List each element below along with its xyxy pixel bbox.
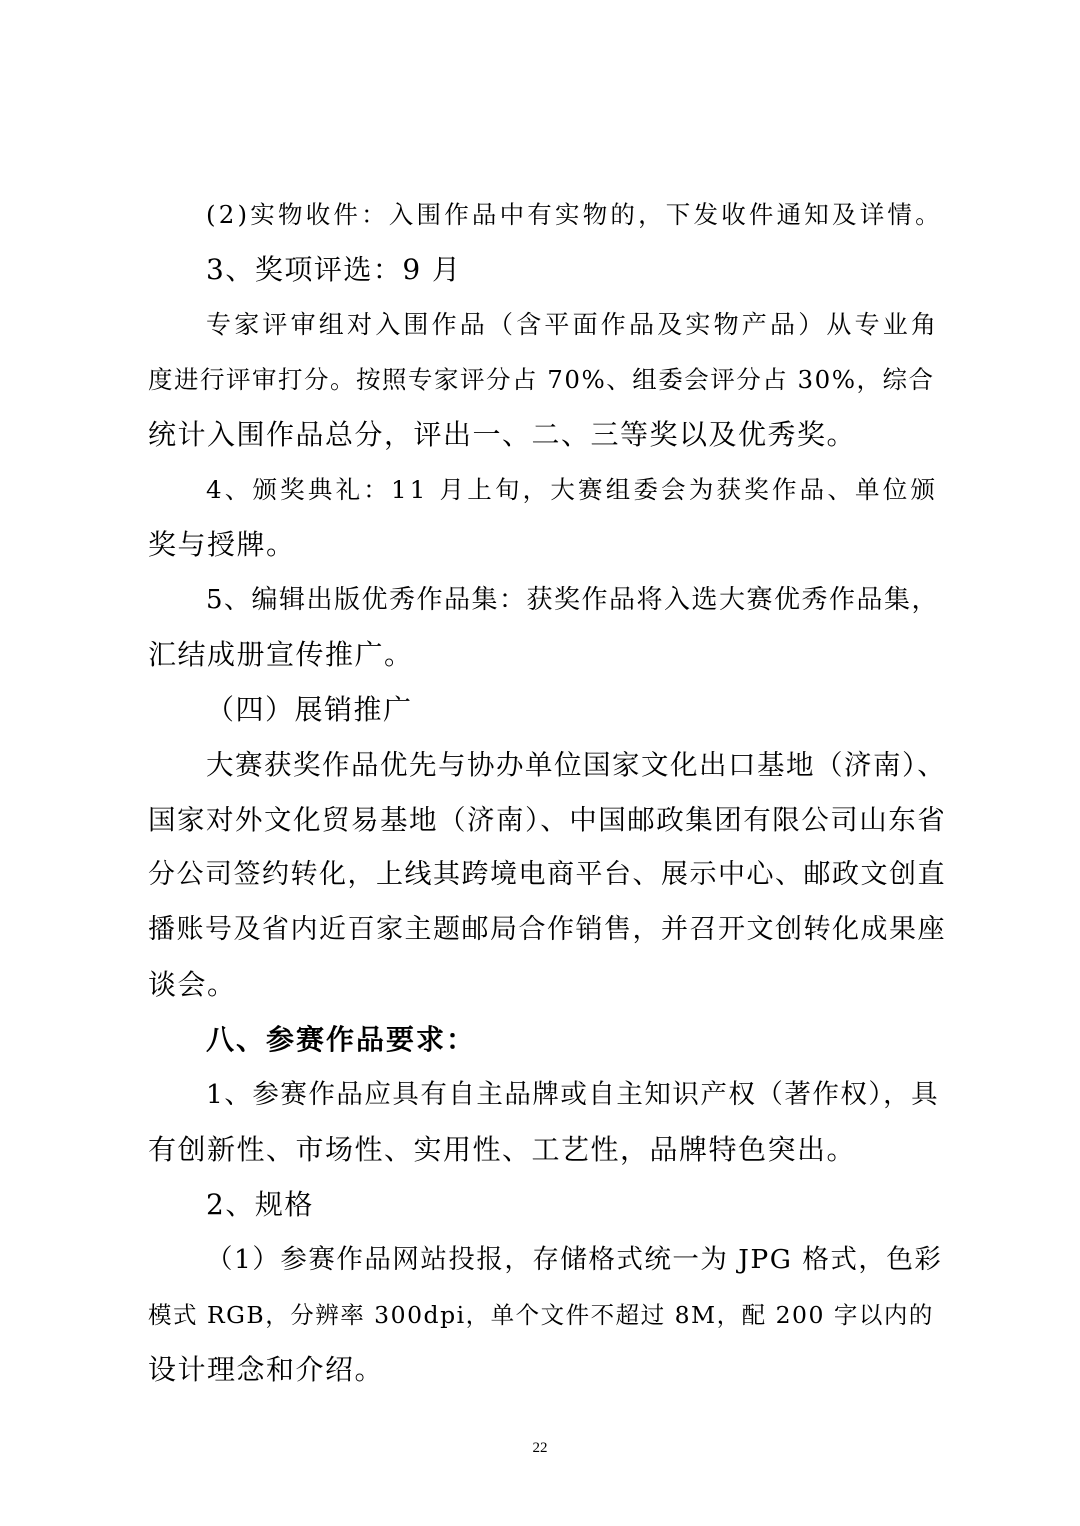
paragraph-line: 度进行评审打分。按照专家评分占 70%、组委会评分占 30%，综合 xyxy=(148,365,935,394)
section-heading: 3、奖项评选：9 月 xyxy=(206,253,462,286)
paragraph-line: 谈会。 xyxy=(148,968,237,1001)
section-heading: 5、编辑出版优秀作品集：获奖作品将入选大赛优秀作品集， xyxy=(206,585,940,615)
paragraph-line: 专家评审组对入围作品（含平面作品及实物产品）从专业角 xyxy=(206,310,940,339)
paragraph-line: (2)实物收件：入围作品中有实物的，下发收件通知及详情。 xyxy=(206,200,943,229)
section-heading: 2、规格 xyxy=(206,1188,314,1221)
chapter-heading: 八、参赛作品要求： xyxy=(206,1023,477,1056)
paragraph-line: 1、参赛作品应具有自主品牌或自主知识产权（著作权），具 xyxy=(206,1079,940,1110)
paragraph-line: 汇结成册宣传推广。 xyxy=(148,638,414,671)
paragraph-line: 模式 RGB，分辨率 300dpi，单个文件不超过 8M，配 200 字以内的 xyxy=(148,1301,934,1329)
paragraph-line: 大赛获奖作品优先与协办单位国家文化出口基地（济南）、 xyxy=(206,749,947,781)
paragraph-line: 分公司签约转化，上线其跨境电商平台、展示中心、邮政文创直 xyxy=(148,859,946,890)
paragraph-line: （1）参赛作品网站投报，存储格式统一为 JPG 格式，色彩 xyxy=(206,1244,943,1275)
paragraph-line: 统计入围作品总分，评出一、二、三等奖以及优秀奖。 xyxy=(148,418,857,451)
paragraph-line: 国家对外文化贸易基地（济南）、中国邮政集团有限公司山东省 xyxy=(148,804,947,836)
paragraph-line: 奖与授牌。 xyxy=(148,528,296,561)
paragraph-line: 设计理念和介绍。 xyxy=(148,1353,385,1386)
section-heading: 4、颁奖典礼：11 月上旬，大赛组委会为获奖作品、单位颁 xyxy=(206,475,939,504)
paragraph-line: 有创新性、市场性、实用性、工艺性，品牌特色突出。 xyxy=(148,1133,857,1166)
subsection-heading: （四）展销推广 xyxy=(206,693,413,726)
page-number: 22 xyxy=(532,1440,548,1456)
paragraph-line: 播账号及省内近百家主题邮局合作销售，并召开文创转化成果座 xyxy=(148,914,946,945)
